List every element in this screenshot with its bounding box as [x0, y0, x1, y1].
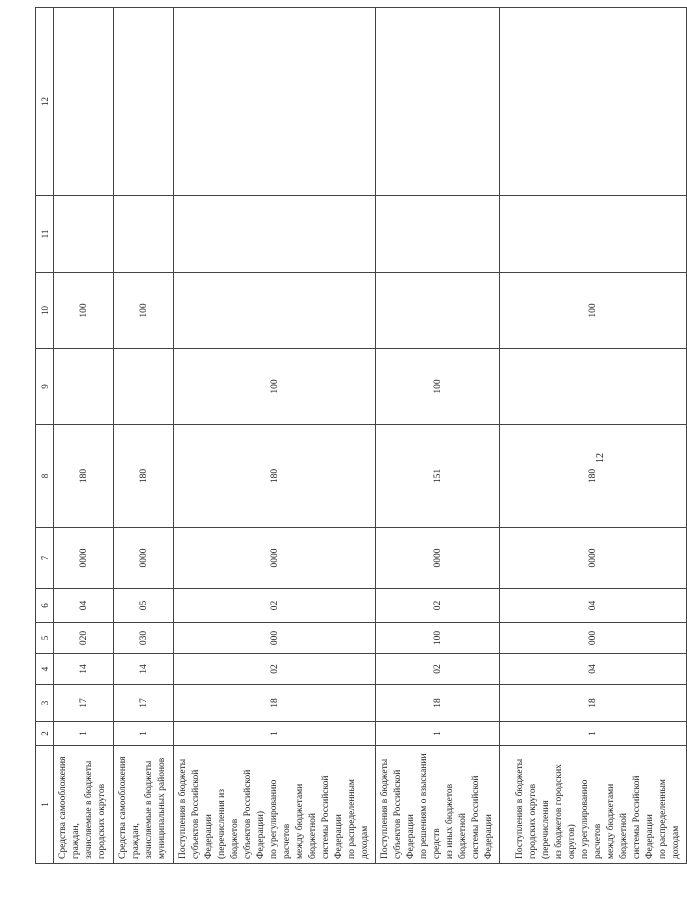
cell-col9: [114, 349, 174, 425]
cell-col7: 0000: [54, 528, 114, 589]
cell-col12: [174, 8, 376, 196]
row-name-cell: [500, 746, 687, 864]
cell-col11: [114, 196, 174, 273]
row-name-line: субъектов Российской Федерации: [393, 769, 416, 859]
row-name-cell: [114, 746, 174, 864]
column-header-2: 2: [36, 722, 54, 746]
cell-col2: 1: [114, 722, 174, 746]
column-header-7: 7: [36, 528, 54, 589]
row-name-line: системы Российской Федерации: [321, 775, 344, 859]
cell-col2: 1: [54, 722, 114, 746]
cell-col9: 100: [174, 349, 376, 425]
cell-col7: 0000: [174, 528, 376, 589]
cell-col5: 030: [114, 623, 174, 654]
cell-col9: [500, 349, 687, 425]
column-header-5: 5: [36, 623, 54, 654]
cell-col5: 000: [500, 623, 687, 654]
column-header-4: 4: [36, 654, 54, 685]
cell-col3: 18: [500, 685, 687, 722]
cell-col6: 04: [500, 589, 687, 623]
cell-col11: [376, 196, 500, 273]
cell-col3: 18: [174, 685, 376, 722]
table-row: [54, 8, 114, 864]
column-header-11: 11: [36, 196, 54, 273]
row-name-line: системы Российской Федерации: [471, 775, 494, 859]
row-name-line: муниципальных районов: [157, 757, 167, 859]
column-header-1: 1: [36, 746, 54, 864]
cell-col12: [376, 8, 500, 196]
cell-col5: 000: [174, 623, 376, 654]
cell-col4: 04: [500, 654, 687, 685]
cell-col12: [114, 8, 174, 196]
header-row: [36, 8, 54, 864]
cell-col11: [500, 196, 687, 273]
row-name-line: городских округов (перечисления: [528, 783, 551, 859]
row-name-line: по распределенным доходам: [658, 779, 681, 859]
cell-col2: 1: [174, 722, 376, 746]
row-name-line: зачисляемые в бюджеты: [144, 760, 154, 859]
cell-col5: 020: [54, 623, 114, 654]
row-name-line: между бюджетами бюджетной: [295, 783, 318, 859]
cell-col7: 0000: [376, 528, 500, 589]
cell-col10: 100: [54, 273, 114, 349]
cell-col9: 100: [376, 349, 500, 425]
row-name-line: зачисляемые в бюджеты: [84, 760, 94, 859]
column-header-9: 9: [36, 349, 54, 425]
row-name-line: по решениям о взыскании средств: [419, 753, 442, 859]
row-name-line: городских округов: [97, 783, 107, 859]
row-name-line: (перечисления из бюджетов: [217, 789, 240, 859]
cell-col12: [500, 8, 687, 196]
cell-col6: 02: [376, 589, 500, 623]
cell-col6: 02: [174, 589, 376, 623]
cell-col4: 02: [174, 654, 376, 685]
row-name-line: системы Российской Федерации: [632, 775, 655, 859]
cell-col10: 100: [500, 273, 687, 349]
cell-col3: 17: [54, 685, 114, 722]
row-name-line: Поступления в бюджеты: [515, 758, 525, 859]
table-row: [376, 8, 500, 864]
cell-col7: 0000: [114, 528, 174, 589]
row-name-line: субъектов Российской Федерации): [243, 769, 266, 859]
table-row: [174, 8, 376, 864]
row-name-line: Поступления в бюджеты: [178, 758, 188, 859]
column-header-12: 12: [36, 8, 54, 196]
row-name-cell: [376, 746, 500, 864]
page-number: 12: [595, 453, 606, 463]
cell-col12: [54, 8, 114, 196]
cell-col8: 180: [114, 425, 174, 528]
row-name-line: Средства самообложения граждан,: [118, 756, 141, 859]
row-name-line: по урегулированию расчетов: [580, 779, 603, 859]
row-name-line: Средства самообложения граждан,: [58, 756, 81, 859]
column-header-10: 10: [36, 273, 54, 349]
cell-col9: [54, 349, 114, 425]
cell-col8: 180: [174, 425, 376, 528]
row-name-cell: [54, 746, 114, 864]
cell-col6: 04: [54, 589, 114, 623]
cell-col10: [376, 273, 500, 349]
column-header-6: 6: [36, 589, 54, 623]
cell-col3: 18: [376, 685, 500, 722]
cell-col8: 180: [500, 425, 687, 528]
table-row: [500, 8, 687, 864]
row-name-line: из бюджетов городских округов): [554, 764, 577, 859]
column-header-8: 8: [36, 425, 54, 528]
cell-col10: 100: [114, 273, 174, 349]
row-name-line: между бюджетами бюджетной: [606, 783, 629, 859]
cell-col4: 02: [376, 654, 500, 685]
row-name-line: субъектов Российской Федерации: [191, 769, 214, 859]
cell-col10: [174, 273, 376, 349]
cell-col6: 05: [114, 589, 174, 623]
row-name-line: из иных бюджетов бюджетной: [445, 783, 468, 859]
cell-col8: 151: [376, 425, 500, 528]
cell-col4: 14: [54, 654, 114, 685]
cell-col11: [54, 196, 114, 273]
cell-col7: 0000: [500, 528, 687, 589]
cell-col2: 1: [500, 722, 687, 746]
cell-col4: 14: [114, 654, 174, 685]
cell-col3: 17: [114, 685, 174, 722]
table-row: [114, 8, 174, 864]
cell-col8: 180: [54, 425, 114, 528]
cell-col2: 1: [376, 722, 500, 746]
row-name-line: по распределенным доходам: [347, 779, 370, 859]
row-name-cell: [174, 746, 376, 864]
row-name-line: по урегулированию расчетов: [269, 779, 292, 859]
cell-col5: 100: [376, 623, 500, 654]
row-name-line: Поступления в бюджеты: [380, 758, 390, 859]
budget-classification-table: [35, 7, 687, 864]
cell-col11: [174, 196, 376, 273]
column-header-3: 3: [36, 685, 54, 722]
